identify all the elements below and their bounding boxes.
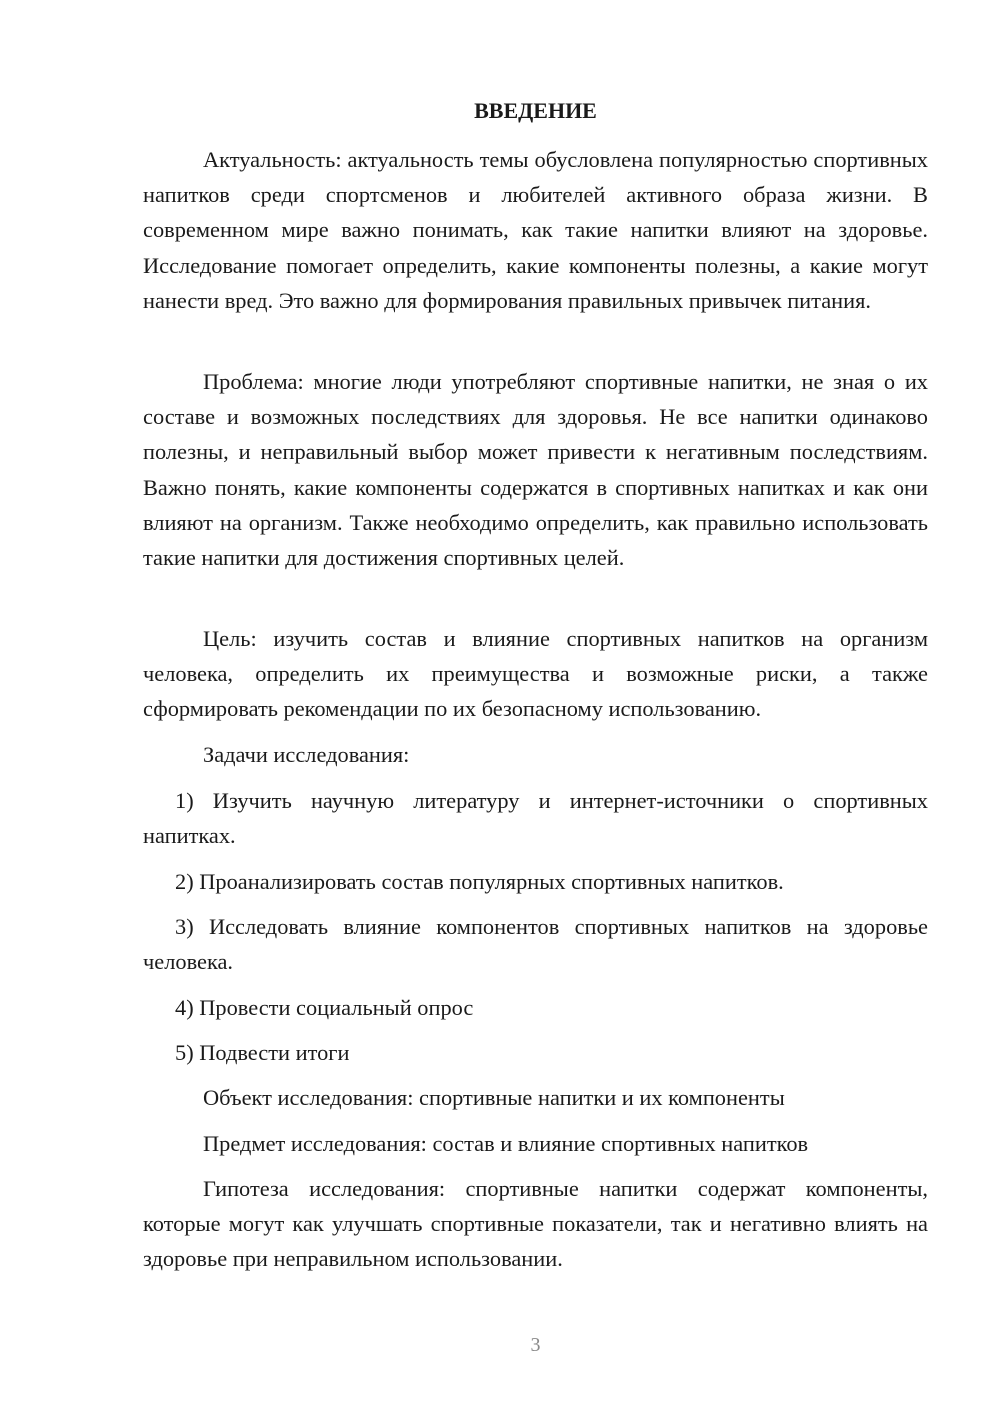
task-item-1: 1) Изучить научную литературу и интернет-источники о спортивных напитках. xyxy=(143,788,928,849)
page-title: ВВЕДЕНИЕ xyxy=(474,98,597,123)
page-number: 3 xyxy=(530,1334,541,1356)
research-hypothesis: Гипотеза исследования: спортивные напитки содержат компоненты, которые могут как улучшать спортивные показатели, так и негативно влиять на здоровье при неправильном использовании. xyxy=(143,1176,928,1272)
goal-paragraph: Цель: изучить состав и влияние спортивных напитков на организм человека, определить их преимущества и возможные риски, а также сформировать рекомендации по их безопасному использованию. xyxy=(143,626,928,722)
task-item-4: 4) Провести социальный опрос xyxy=(175,995,474,1020)
research-object: Объект исследования: спортивные напитки и их компоненты xyxy=(203,1085,785,1110)
research-subject: Предмет исследования: состав и влияние спортивных напитков xyxy=(203,1131,809,1156)
task-item-2: 2) Проанализировать состав популярных спортивных напитков. xyxy=(175,869,784,894)
task-item-3: 3) Исследовать влияние компонентов спортивных напитков на здоровье человека. xyxy=(143,914,928,975)
problem-paragraph: Проблема: многие люди употребляют спортивные напитки, не зная о их составе и возможных последствиях для здоровья. Не все напитки одинаково полезны, и неправильный выбор может привести к негативным последствиям. Важно понять, какие компоненты содержатся в спортивных напитках и как они влияют на организм. Также необходимо определить, как правильно использовать такие напитки для достижения спортивных целей. xyxy=(143,369,928,571)
task-item-5: 5) Подвести итоги xyxy=(175,1040,350,1065)
tasks-heading: Задачи исследования: xyxy=(203,742,410,767)
relevance-paragraph: Актуальность: актуальность темы обусловлена популярностью спортивных напитков среди спортсменов и любителей активного образа жизни. В современном мире важно понимать, как такие напитки влияют на здоровье. Исследование помогает определить, какие компоненты полезны, а какие могут нанести вред. Это важно для формирования правильных привычек питания. xyxy=(143,147,928,313)
document-page xyxy=(143,0,928,1414)
